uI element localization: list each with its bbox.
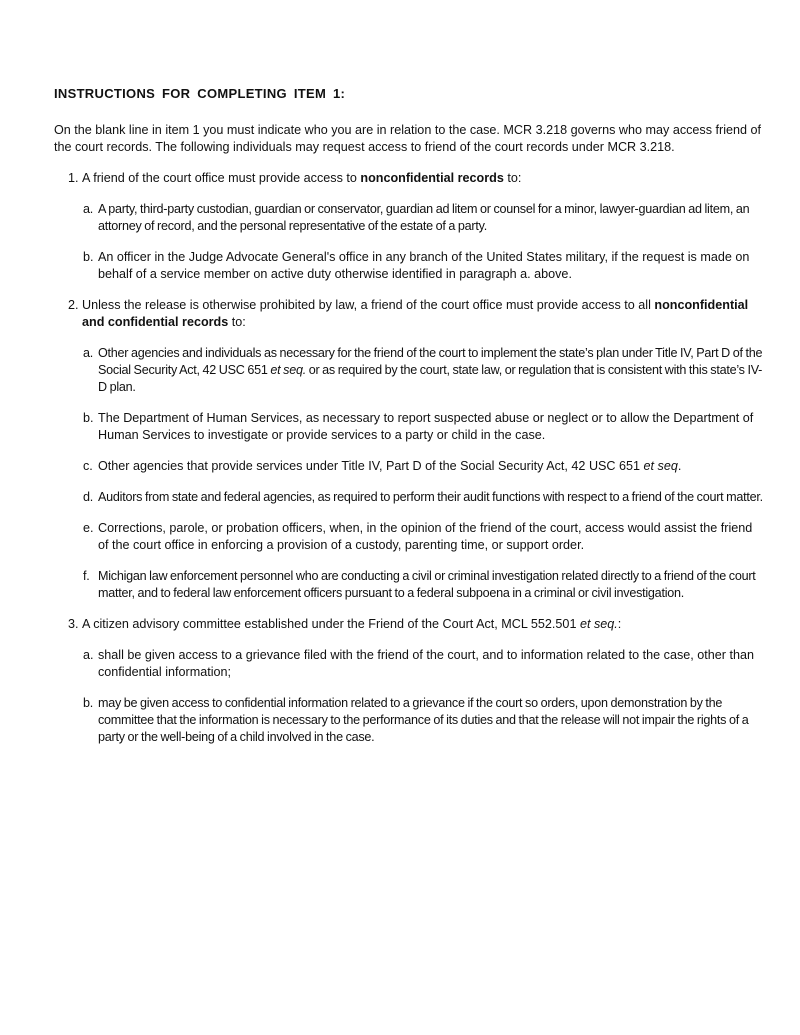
item-2b (54, 410, 766, 444)
item-2f-text: Michigan law enforcement personnel who are conducting a civil or criminal investigation related directly to a friend of the court matter, and to federal law enforcement officers pursuant to a federal subpoena in a criminal or civil investigation. (98, 569, 756, 600)
item-3b-text: may be given access to confidential information related to a grievance if the court so orders, upon demonstration by the committee that the information is necessary to the performance of its duties and that the release will not impair the rights of a party or the well-being of a child involved in the case. (98, 696, 749, 744)
item-2d-text: Auditors from state and federal agencies, as required to perform their audit functions with respect to a friend of the court matter. (98, 490, 763, 504)
item-2-text-end: to: (228, 315, 246, 329)
item-1-bold-text: nonconfidential records (360, 171, 504, 185)
item-2c-letter: c. (83, 459, 93, 473)
item-3-number: 3. (68, 617, 79, 631)
item-2c-text-end: . (677, 459, 682, 473)
item-2c (54, 458, 766, 475)
item-2e (54, 520, 766, 554)
item-2c-italic-text: et seq (643, 459, 678, 473)
item-3 (54, 616, 766, 633)
item-3b (54, 695, 766, 746)
item-1b-text: An officer in the Judge Advocate General's office in any branch of the United States military, if the request is made on behalf of a service member on active duty otherwise identified in paragraph a. above. (98, 250, 750, 281)
item-3b-letter: b. (83, 696, 94, 710)
item-2a-italic-text: et seq. (270, 363, 306, 377)
item-1a (54, 201, 766, 235)
item-2-text: Unless the release is otherwise prohibited by law, a friend of the court office must provide access to all (82, 298, 655, 312)
item-2e-letter: e. (83, 521, 94, 535)
item-2a (54, 345, 766, 396)
item-2b-text: The Department of Human Services, as necessary to report suspected abuse or neglect or to allow the Department of Human Services to investigate or provide services to a party or child in the case. (98, 411, 754, 442)
item-2a-letter: a. (83, 346, 94, 360)
item-1 (54, 170, 766, 187)
item-2f-letter: f. (83, 569, 90, 583)
item-2a-text-end: or as required by the court, state law, or regulation that is consistent with this state’s IV-D plan. (98, 363, 763, 394)
item-1a-text: A party, third-party custodian, guardian or conservator, guardian ad litem or counsel for a minor, lawyer-guardian ad litem, an attorney of record, and the personal representative of the estate of a party. (98, 202, 750, 233)
item-3a-text: shall be given access to a grievance filed with the friend of the court, and to information related to the case, other than confidential information; (98, 648, 754, 679)
item-3-text: A citizen advisory committee established under the Friend of the Court Act, MCL 552.501 (82, 617, 580, 631)
item-2c-text: Other agencies that provide services under Title IV, Part D of the Social Security Act, 42 USC 651 (98, 459, 644, 473)
item-1-text: A friend of the court office must provide access to (82, 171, 361, 185)
item-2-bold-text: nonconfidential and confidential records (82, 298, 749, 329)
item-3-italic-text: et seq. (579, 617, 618, 631)
item-2d-letter: d. (83, 490, 94, 504)
item-1-number: 1. (68, 171, 79, 185)
item-2e-text: Corrections, parole, or probation officers, when, in the opinion of the friend of the court, access would assist the friend of the court office in enforcing a provision of a custody, parenting time, or support order. (98, 521, 753, 552)
item-3-text-end: : (617, 617, 622, 631)
intro-paragraph: On the blank line in item 1 you must indicate who you are in relation to the case. MCR 3.218 governs who may access friend of the court records. The following individuals may request access to friend of the court records under MCR 3.218. (54, 123, 762, 154)
item-2b-letter: b. (83, 411, 94, 425)
item-2 (54, 297, 766, 331)
item-2a-text: Other agencies and individuals as necessary for the friend of the court to implement the state’s plan under Title IV, Part D of the Social Security Act, 42 USC 651 (98, 346, 763, 377)
item-1-text-end: to: (503, 171, 522, 185)
item-1a-letter: a. (83, 202, 94, 216)
item-2-number: 2. (68, 298, 79, 312)
item-3a (54, 647, 766, 681)
item-2d (54, 489, 766, 506)
item-3a-letter: a. (83, 648, 94, 662)
item-1b (54, 249, 766, 283)
item-1b-letter: b. (83, 250, 94, 264)
item-2f (54, 568, 766, 602)
instructions-heading: INSTRUCTIONS FOR COMPLETING ITEM 1: (54, 86, 346, 101)
